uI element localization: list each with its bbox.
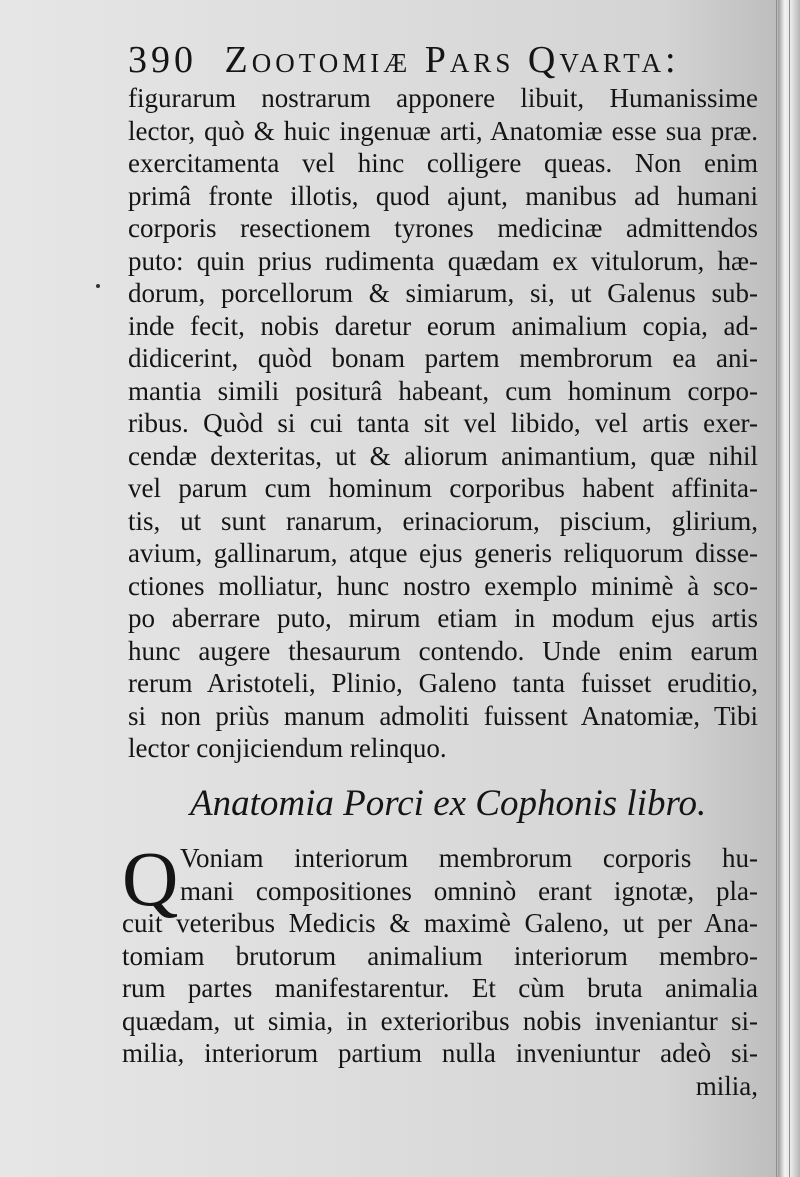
text-line: inde fecit, nobis daretur eorum animalium copia, ad- xyxy=(128,310,758,341)
text-line: mani compositiones omninò erant ignotæ, pla- xyxy=(180,875,758,906)
page-edge-line xyxy=(776,0,777,1177)
text-line: corporis resectionem tyrones medicinæ admittendos xyxy=(128,213,758,243)
text-line: rum partes manifestarentur. Et cùm bruta animalia xyxy=(122,973,758,1003)
text-line: milia, xyxy=(695,1070,758,1101)
text-line: didicerint, quòd bonam partem membrorum ea ani- xyxy=(128,343,758,373)
text-line: vel parum cum hominum corporibus habent affinita- xyxy=(128,473,758,503)
text-line: avium, gallinarum, atque ejus generis reliquorum disse- xyxy=(128,538,758,568)
text-line: dorum, porcellorum & simiarum, si, ut Galenus sub- xyxy=(128,278,758,308)
text-line: Voniam interiorum membrorum corporis hu- xyxy=(180,843,758,873)
section-heading: Anatomia Porci ex Cophonis libro. xyxy=(190,783,707,824)
body-text xyxy=(128,82,758,765)
text-line: cendæ dexteritas, ut & aliorum animantium, quæ nihil xyxy=(128,440,758,471)
drop-cap: Q xyxy=(122,835,179,922)
text-line: exercitamenta vel hinc colligere queas. Non enim xyxy=(128,148,758,178)
text-line: ribus. Quòd si cui tanta sit vel libido, vel artis exer- xyxy=(128,408,758,438)
text-line: puto: quin prius rudimenta quædam ex vitulorum, hæ- xyxy=(128,245,758,276)
text-line: po aberrare puto, mirum etiam in modum ejus artis xyxy=(128,603,758,633)
text-line: figurarum nostrarum apponere libuit, Humanissime xyxy=(128,83,758,113)
text-line: milia, interiorum partium nulla inveniuntur adeò si- xyxy=(122,1038,758,1068)
text-line: tis, ut sunt ranarum, erinaciorum, piscium, glirium, xyxy=(128,505,758,536)
running-head xyxy=(128,38,718,82)
page-number: 390 xyxy=(128,39,197,81)
text-line: cuit veteribus Medicis & maximè Galeno, ut per Ana- xyxy=(122,908,758,938)
page-edge-line xyxy=(789,0,790,1177)
text-line: tomiam brutorum animalium interiorum membro- xyxy=(122,940,758,971)
text-line: ctiones molliatur, hunc nostro exemplo minimè à sco- xyxy=(128,570,758,601)
text-line: hunc augere thesaurum contendo. Unde enim earum xyxy=(128,635,758,666)
running-head-title: Zootomiæ Pars Qvarta: xyxy=(224,39,680,81)
text-line: lector conjiciendum relinquo. xyxy=(128,733,447,763)
ink-speck xyxy=(96,284,100,288)
text-line: lector, quò & huic ingenuæ arti, Anatomiæ esse sua præ. xyxy=(128,115,758,146)
text-line: quædam, ut simia, in exterioribus nobis inveniantur si- xyxy=(122,1005,758,1036)
section-text xyxy=(122,835,758,1102)
text-line: primâ fronte illotis, quod ajunt, manibus ad humani xyxy=(128,180,758,211)
text-line: mantia simili positurâ habeant, cum hominum corpo- xyxy=(128,375,758,406)
text-line: si non priùs manum admoliti fuissent Anatomiæ, Tibi xyxy=(128,700,758,731)
text-line: rerum Aristoteli, Plinio, Galeno tanta fuisset eruditio, xyxy=(128,668,758,698)
